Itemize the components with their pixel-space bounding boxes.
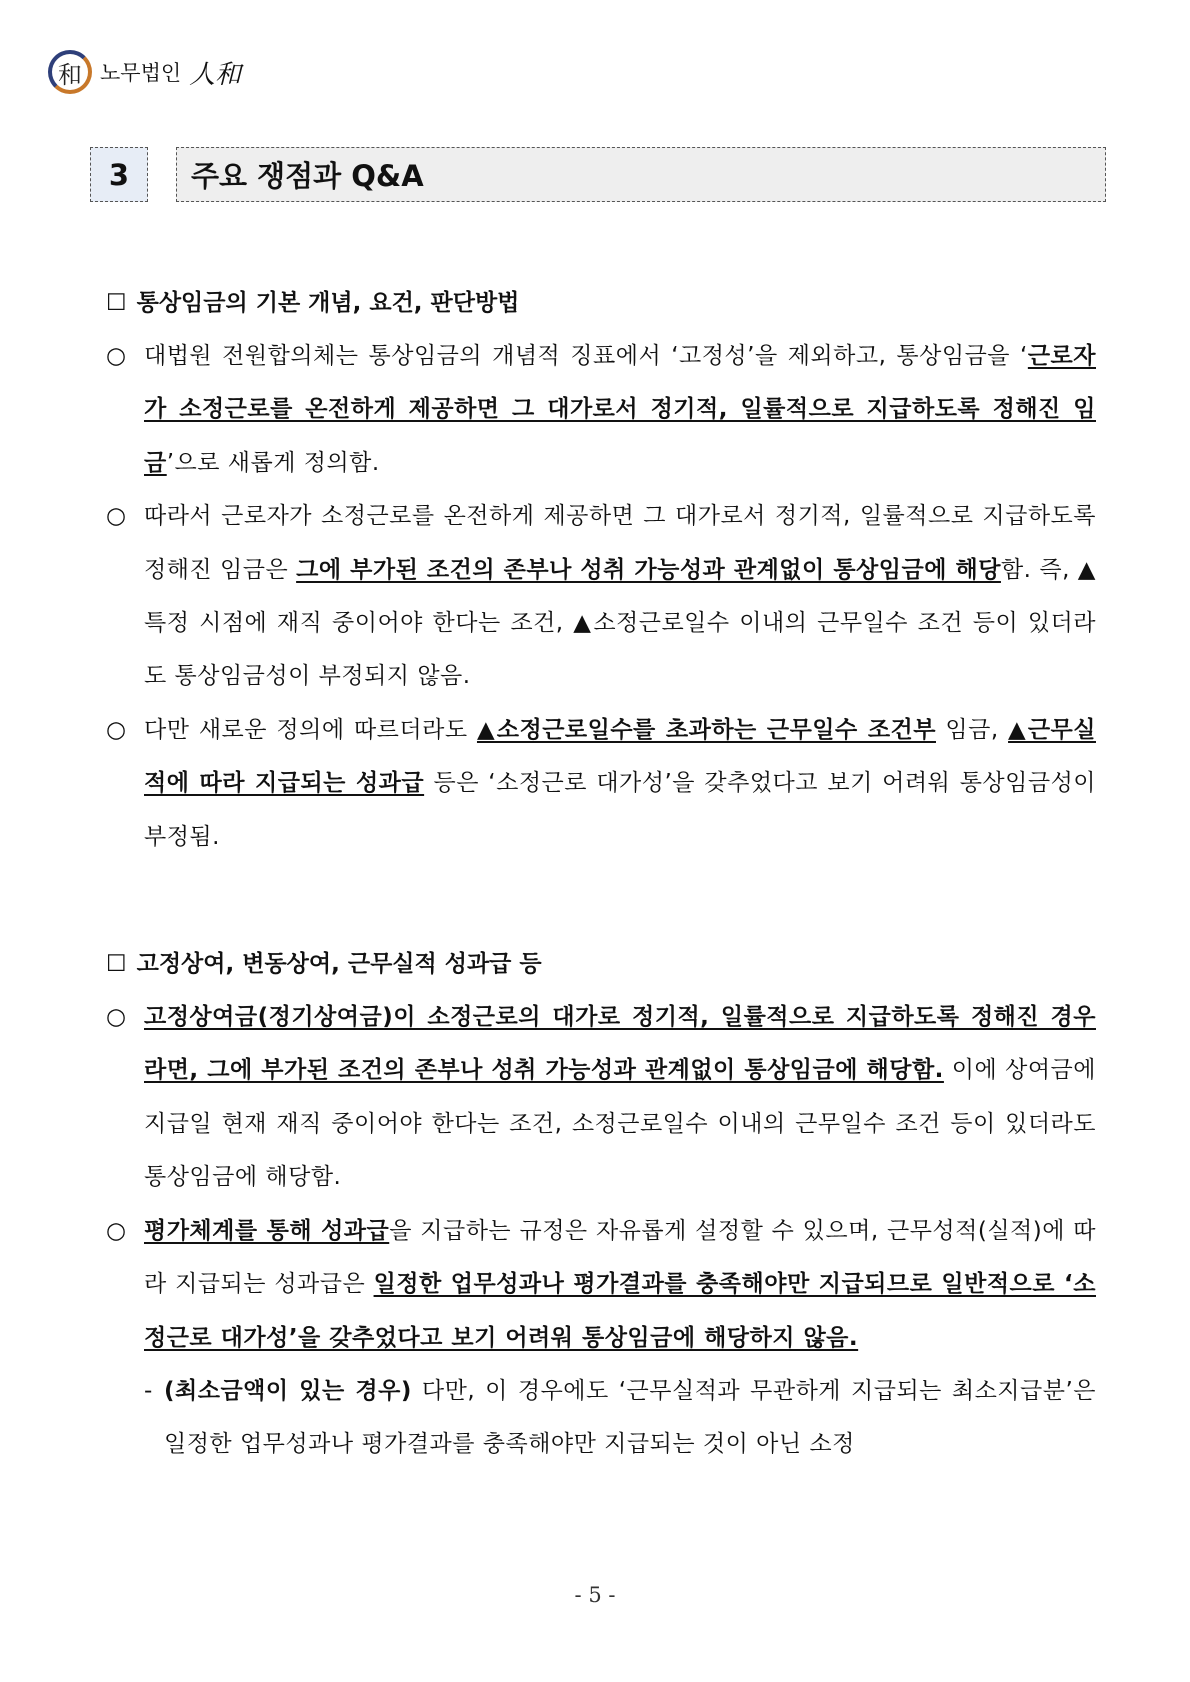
section-block: [106, 938, 1096, 1472]
text-run: 대법원 전원합의체는 통상임금의 개념적 징표에서 ‘고정성’을 제외하고, 통상임금을 ‘: [144, 343, 1028, 369]
circle-bullet-icon: ○: [106, 343, 127, 369]
heading-text: 고정상여, 변동상여, 근무실적 성과급 등: [136, 951, 542, 978]
emphasis-text: 평가체계를 통해 성과급: [144, 1217, 390, 1244]
list-item: [106, 991, 1096, 1205]
emphasis-text: 일정한 업무성과나 평가결과를 충족해야만 지급되므로 일반적으로 ‘소정근로 대가성’을 갖추었다고 보기 어려워 통상임금에 해당하지 않음.: [144, 1271, 1096, 1351]
logo-emblem: 和: [48, 50, 92, 94]
logo-hanja: 人和: [189, 59, 242, 90]
section-block: [106, 277, 1096, 864]
circle-bullet-icon: ○: [106, 503, 127, 530]
text-run: 을 지급하는 규정은 자유롭게 설정할 수 있으며, 근무성적(실적)에 따라 지급되는 성과급은: [144, 1217, 1096, 1298]
list-item: [106, 490, 1096, 704]
company-logo: [48, 50, 241, 94]
subsection-heading: [106, 277, 1096, 330]
dash-bullet-icon: -: [144, 1377, 153, 1404]
bold-label: (최소금액이 있는 경우): [164, 1377, 412, 1404]
emphasis-text: ▲근무실적에 따라 지급되는 성과급: [144, 716, 1096, 797]
emphasis-text: ▲소정근로일수를 초과하는 근무일수 조건부: [476, 716, 936, 743]
document-body: [106, 277, 1096, 1472]
subsection-heading: [106, 938, 1096, 991]
checkbox-square-icon: ☐: [106, 290, 127, 316]
list-item: [106, 704, 1096, 864]
text-run: 따라서 근로자가 소정근로를 온전하게 제공하면 그 대가로서 정기적, 일률적으로 지급하도록 정해진 임금은: [144, 503, 1096, 583]
list-item: [106, 330, 1096, 490]
checkbox-square-icon: ☐: [106, 951, 127, 978]
text-run: 다만, 이 경우에도 ‘근무실적과 무관하게 지급되는 최소지급분’은 일정한 업무성과나 평가결과를 충족해야만 지급되는 것이 아닌 소정: [164, 1377, 1096, 1458]
text-run: 다만 새로운 정의에 따르더라도: [144, 716, 477, 743]
circle-bullet-icon: ○: [106, 716, 127, 743]
list-item: [106, 1205, 1096, 1365]
emphasis-text: 그에 부가된 조건의 존부나 성취 가능성과 관계없이 통상임금에 해당: [296, 556, 1001, 583]
logo-name: 노무법인: [100, 61, 182, 85]
page-number: - 5 -: [574, 1583, 616, 1607]
text-run: 임금,: [935, 716, 1009, 743]
section-title: 주요 쟁점과 Q&A: [176, 147, 1106, 202]
text-run: ’으로 새롭게 정의함.: [166, 449, 380, 476]
emphasis-text: 근로자가 소정근로를 온전하게 제공하면 그 대가로서 정기적, 일률적으로 지급하도록 정해진 임금: [144, 343, 1096, 476]
heading-text: 통상임금의 기본 개념, 요건, 판단방법: [136, 290, 520, 316]
circle-bullet-icon: ○: [106, 1217, 127, 1244]
text-run: 함. 즉, ▲특정 시점에 재직 중이어야 한다는 조건, ▲소정근로일수 이내의 근무일수 조건 등이 있더라도 통상임금성이 부정되지 않음.: [144, 556, 1096, 690]
text-run: 이에 상여금에 지급일 현재 재직 중이어야 한다는 조건, 소정근로일수 이내의 근무일수 조건 등이 있더라도 통상임금에 해당함.: [144, 1057, 1096, 1191]
text-run: 등은 ‘소정근로 대가성’을 갖추었다고 보기 어려워 통상임금성이 부정됨.: [144, 770, 1097, 850]
circle-bullet-icon: ○: [106, 1004, 127, 1031]
sub-list-item: [106, 1365, 1096, 1472]
section-number: 3: [90, 147, 148, 202]
emphasis-text: 고정상여금(정기상여금)이 소정근로의 대가로 정기적, 일률적으로 지급하도록 정해진 경우라면, 그에 부가된 조건의 존부나 성취 가능성과 관계없이 통상임금에 해당함.: [144, 1004, 1096, 1084]
